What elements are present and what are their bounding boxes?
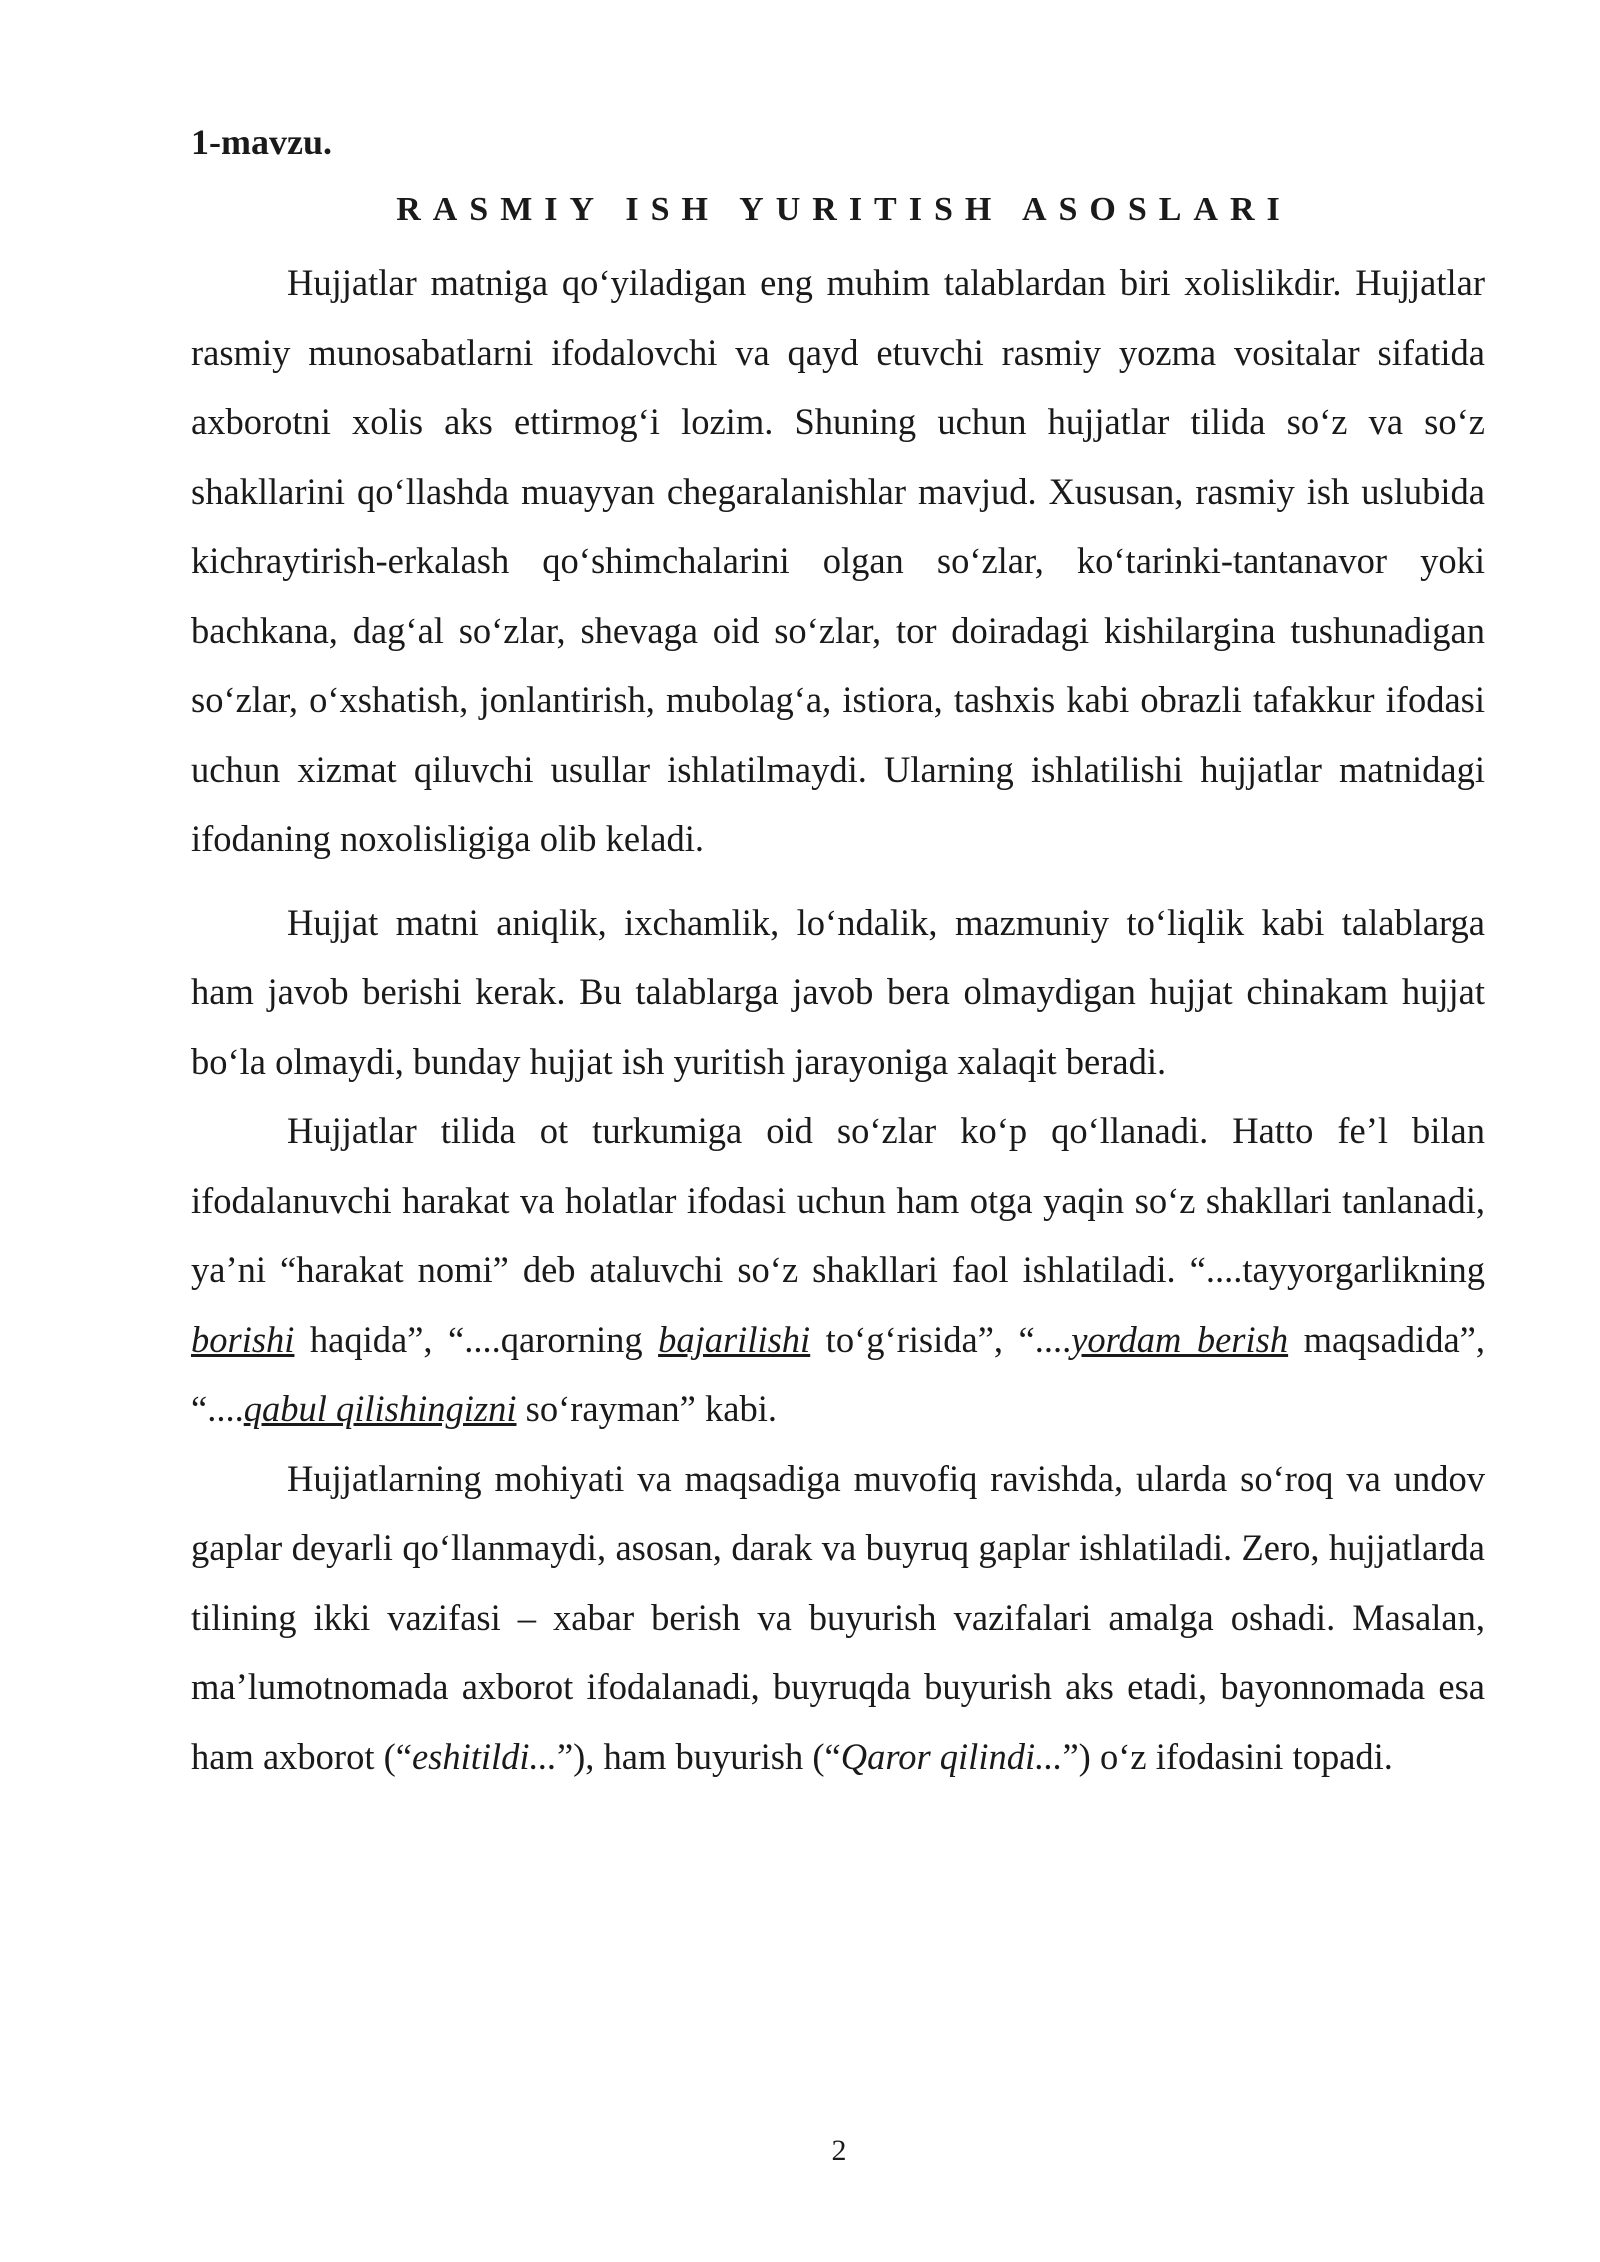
paragraph-2: Hujjat matni aniqlik, ixchamlik, lo‘ndalik, mazmuniy to‘liqlik kabi talablarga ham javob berishi kerak. Bu talablarga javob bera olmaydigan hujjat chinakam hujjat bo‘la olmaydi, bunday hujjat ish yuritish jarayoniga xalaqit beradi.	[191, 901, 1485, 1082]
example-phrase-qaror-qilindi: Qaror qilindi...	[840, 1735, 1063, 1777]
example-word-borishi: borishi	[191, 1318, 295, 1360]
paragraph-3	[191, 1096, 1485, 1444]
paragraph-3-text: haqida”, “....qarorning	[294, 1318, 659, 1360]
paragraph-3-text: so‘rayman” kabi.	[516, 1388, 777, 1429]
paragraph-4	[191, 1444, 1485, 1792]
paragraph-4-text: Hujjatlarning mohiyati va maqsadiga muvofiq ravishda, ularda so‘roq va undov gaplar deyarli qo‘llanmaydi, asosan, darak va buyruq gaplar ishlatiladi. Zero, hujjatlarda tilining ikki vazifasi – xabar berish va buyurish vazifalari amalga oshadi. Masalan, ma’lumotnomada axborot ifodalanadi, buyruqda buyurish aks etadi, bayonnomada esa ham axborot (“	[191, 1457, 1485, 1777]
example-word-yordam-berish: yordam berish	[1071, 1318, 1289, 1360]
paragraph-3-text: to‘g‘risida”, “....	[810, 1318, 1072, 1360]
topic-label: 1-mavzu.	[191, 122, 332, 162]
paragraph-3-text: maqsadida”, “....	[191, 1318, 1485, 1429]
example-word-bajarilishi: bajarilishi	[658, 1318, 811, 1360]
paragraph-3-text: Hujjatlar tilida ot turkumiga oid so‘zlar ko‘p qo‘llanadi. Hatto fe’l bilan ifodalanuvchi harakat va holatlar ifodasi uchun ham otga yaqin so‘z shakllari tanlanadi, ya’ni “harakat nomi” deb ataluvchi so‘z shakllari faol ishlatiladi. “....tayyorgarlikning	[191, 1110, 1485, 1290]
document-page	[191, 118, 1485, 1791]
example-phrase-eshitildi: eshitildi...	[411, 1735, 557, 1777]
page-number: 2	[831, 2134, 847, 2167]
paragraph-4-text: ”) o‘z ifodasini topadi.	[1062, 1735, 1393, 1777]
paragraph-1: Hujjatlar matniga qo‘yiladigan eng muhim talablardan biri xolislikdir. Hujjatlar rasmiy munosabatlarni ifodalovchi va qayd etuvchi rasmiy yozma vositalar sifatida axborotni xolis aks ettirmog‘i lozim. Shuning uchun hujjatlar tilida so‘z va so‘z shakllarini qo‘llashda muayyan chegaralanishlar mavjud. Xususan, rasmiy ish uslubida kichraytirish-erkalash qo‘shimchalarini olgan so‘zlar, ko‘tarinki-tantanavor yoki bachkana, dag‘al so‘zlar, shevaga oid so‘zlar, tor doiradagi kishilargina tushunadigan so‘zlar, o‘xshatish, jonlantirish, mubolag‘a, istiora, tashxis kabi obrazli tafakkur ifodasi uchun xizmat qiluvchi usullar ishlatilmaydi. Ularning ishlatilishi hujjatlar matnidagi ifodaning noxolisligiga olib keladi.	[191, 262, 1485, 859]
paragraph-4-text: ”), ham buyurish (“	[556, 1735, 841, 1777]
document-title: RASMIY ISH YURITISH ASOSLARI	[396, 191, 1292, 228]
example-word-qabul-qilishingizni: qabul qilishingizni	[243, 1388, 517, 1429]
